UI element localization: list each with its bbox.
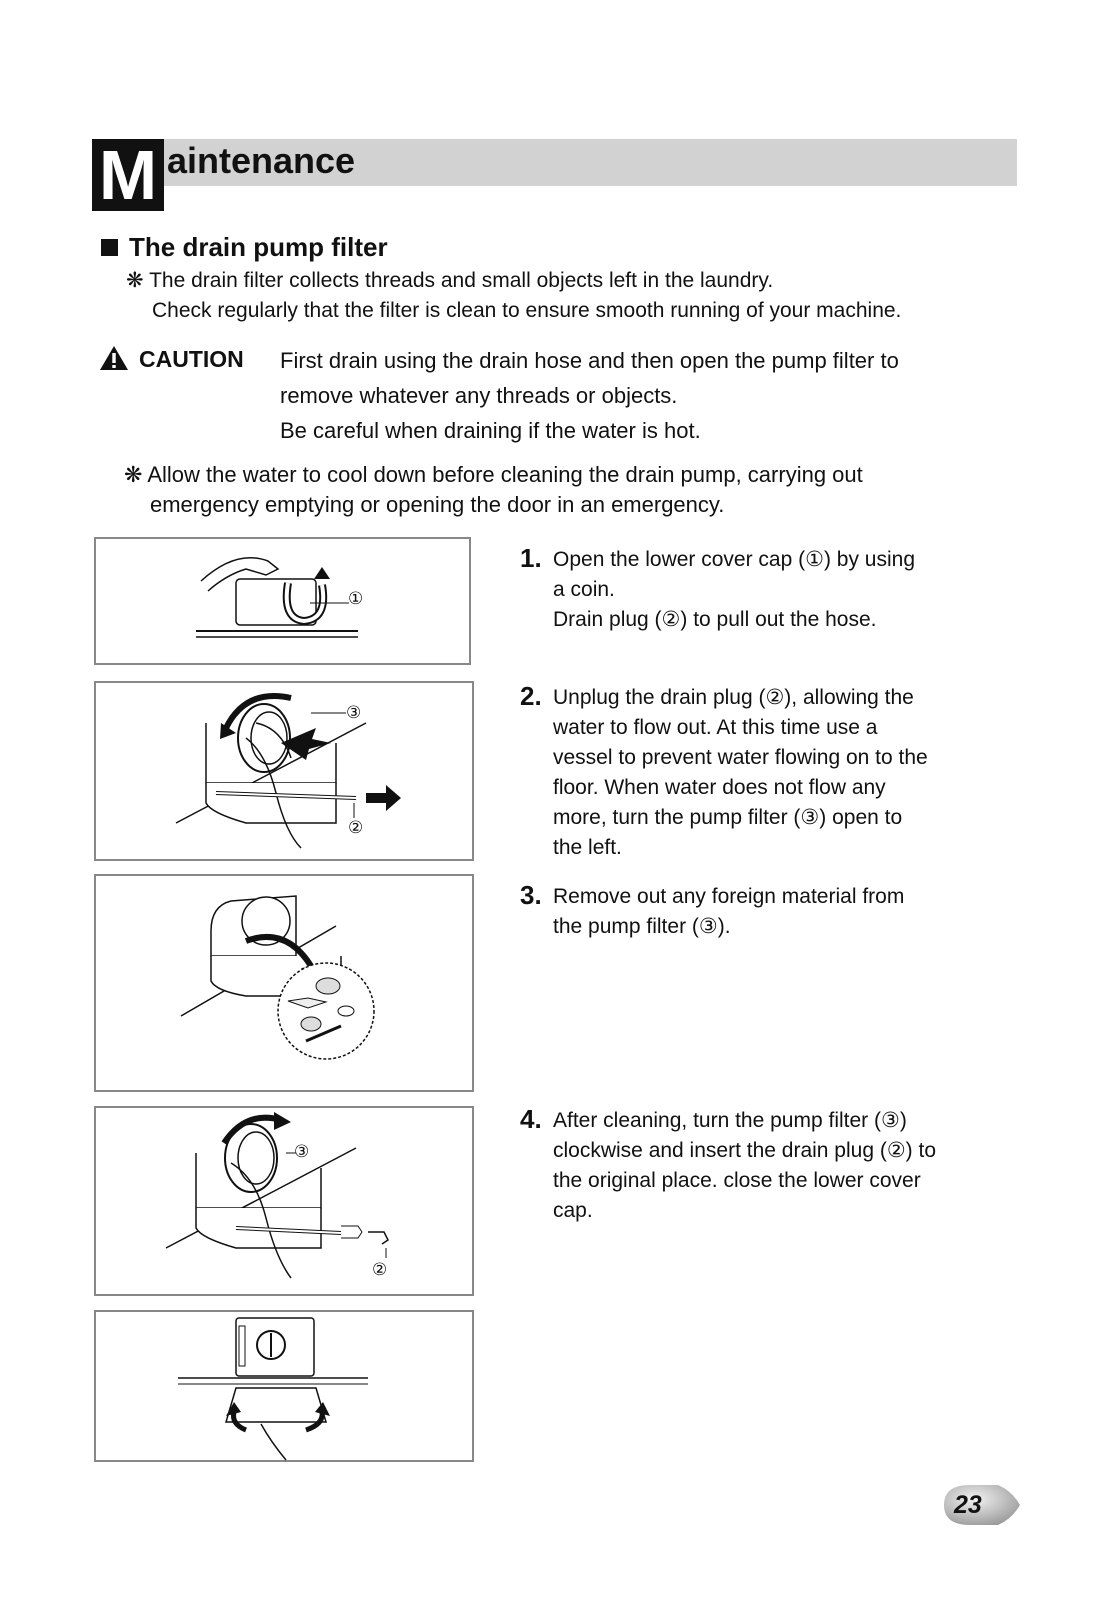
step-line: water to flow out. At this time use a bbox=[553, 716, 878, 739]
illustration-close-cover bbox=[94, 1310, 474, 1462]
square-bullet-icon bbox=[101, 239, 118, 256]
step-number: 1. bbox=[520, 543, 542, 573]
step-line: floor. When water does not flow any bbox=[553, 776, 886, 799]
note-symbol-icon: ❋ bbox=[126, 269, 144, 292]
step-line: Open the lower cover cap (①) by using bbox=[553, 548, 915, 571]
callout-2: ② bbox=[348, 818, 364, 837]
note-filter-line2: Check regularly that the filter is clean to ensure smooth running of your machine. bbox=[152, 299, 902, 322]
step-number: 4. bbox=[520, 1104, 542, 1134]
step-line: the original place. close the lower cover bbox=[553, 1169, 921, 1192]
header-initial: M bbox=[92, 139, 164, 211]
page-number-badge bbox=[940, 1483, 1020, 1527]
callout-3: ③ bbox=[294, 1142, 310, 1161]
page-title: aintenance bbox=[167, 140, 356, 181]
step-line: the pump filter (③). bbox=[553, 915, 731, 938]
callout-2: ② bbox=[372, 1260, 388, 1279]
note-cool bbox=[124, 460, 863, 490]
caution-label: CAUTION bbox=[139, 346, 244, 372]
step-line: more, turn the pump filter (③) open to bbox=[553, 806, 903, 829]
step-line: cap. bbox=[553, 1199, 593, 1222]
step-line: the left. bbox=[553, 836, 622, 859]
step-number: 2. bbox=[520, 681, 542, 711]
illustration-remove-material bbox=[94, 874, 474, 1092]
step-text bbox=[553, 882, 973, 942]
callout-1: ① bbox=[348, 589, 364, 608]
illustration-open-cover bbox=[94, 537, 471, 665]
step-line: After cleaning, turn the pump filter (③) bbox=[553, 1109, 907, 1132]
step-line: clockwise and insert the drain plug (②) to bbox=[553, 1139, 937, 1162]
step-number: 3. bbox=[520, 880, 542, 910]
callout-3: ③ bbox=[346, 703, 362, 722]
step-line: Unplug the drain plug (②), allowing the bbox=[553, 686, 914, 709]
page-number: 23 bbox=[954, 1491, 982, 1519]
illustration-reinsert-filter bbox=[94, 1106, 474, 1296]
illustration-unplug-drain bbox=[94, 681, 474, 861]
note-symbol-icon: ❋ bbox=[124, 462, 143, 487]
warning-icon bbox=[99, 345, 129, 371]
caution-line: Be careful when draining if the water is hot. bbox=[280, 418, 701, 443]
step-text bbox=[553, 683, 973, 863]
caution-line: remove whatever any threads or objects. bbox=[280, 383, 678, 408]
step-line: Drain plug (②) to pull out the hose. bbox=[553, 608, 877, 631]
step-text bbox=[553, 545, 973, 635]
note-cool-line2: emergency emptying or opening the door in an emergency. bbox=[150, 492, 725, 517]
note-filter-line1: The drain filter collects threads and small objects left in the laundry. bbox=[149, 269, 774, 292]
section-title: The drain pump filter bbox=[129, 232, 388, 262]
note-filter bbox=[126, 266, 773, 296]
caution-line: First drain using the drain hose and then open the pump filter to bbox=[280, 348, 899, 373]
step-text bbox=[553, 1106, 973, 1226]
step-line: Remove out any foreign material from bbox=[553, 885, 905, 908]
step-line: a coin. bbox=[553, 578, 615, 601]
step-line: vessel to prevent water flowing on to the bbox=[553, 746, 928, 769]
note-cool-line1: Allow the water to cool down before cleaning the drain pump, carrying out bbox=[147, 462, 863, 487]
